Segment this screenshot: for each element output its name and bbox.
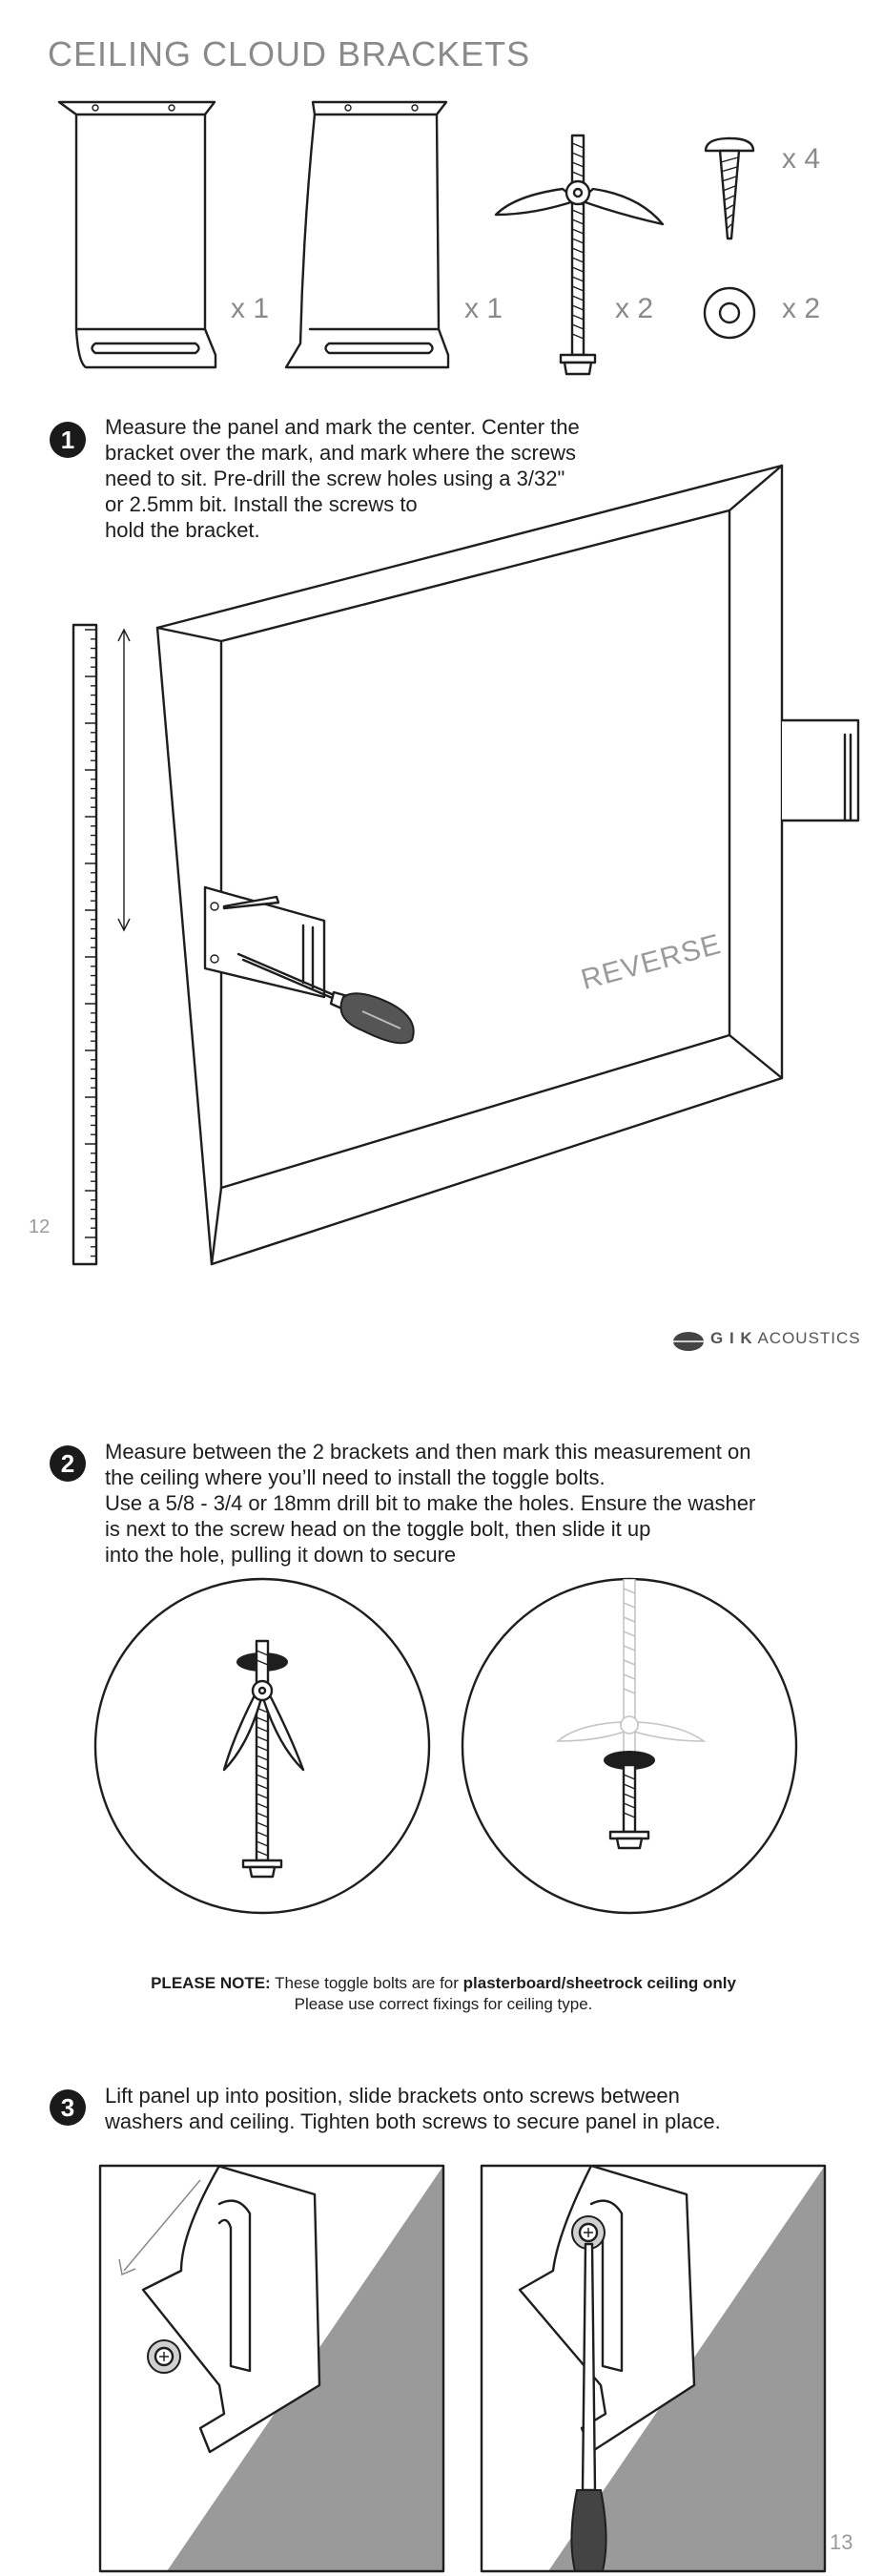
- page-title: CEILING CLOUD BRACKETS: [48, 34, 531, 73]
- please-note: [57, 1973, 830, 2015]
- toggle-bolt-drawing: [496, 135, 663, 374]
- bracket-left-drawing: [59, 102, 216, 367]
- screw-drawing: [706, 138, 753, 239]
- step-2-line: Use a 5/8 - 3/4 or 18mm drill bit to make the holes. Ensure the washer: [105, 1491, 756, 1515]
- step-2-line: the ceiling where you’ll need to install the toggle bolts.: [105, 1465, 606, 1489]
- screw-qty: x 4: [782, 143, 821, 175]
- step-1-line: need to sit. Pre-drill the screw holes using a 3/32": [105, 467, 565, 490]
- bracket-right-drawing: [286, 102, 448, 367]
- lift-panel-box-left: [100, 2166, 443, 2571]
- step-2-number: 2: [50, 1445, 86, 1482]
- step-1-line: hold the bracket.: [105, 518, 260, 542]
- note-text: These toggle bolts are for: [270, 1974, 463, 1992]
- step-2-text: [105, 1439, 858, 1568]
- toggle-install-circle-left: [95, 1579, 429, 1913]
- step-1-number: 1: [50, 422, 86, 458]
- bracket-left-qty: x 1: [231, 293, 270, 324]
- step-3-line: Lift panel up into position, slide brackets onto screws between: [105, 2084, 680, 2108]
- note-bold: plasterboard/sheetrock ceiling only: [462, 1974, 736, 1992]
- step-3-number: 3: [50, 2089, 86, 2126]
- lift-panel-box-right: [482, 2166, 825, 2571]
- measure-arrow: [118, 630, 130, 930]
- bracket-right-qty: x 1: [464, 293, 503, 324]
- step-3-text: [105, 2083, 858, 2134]
- note-label: PLEASE NOTE:: [151, 1974, 271, 1992]
- step-1-line: or 2.5mm bit. Install the screws to: [105, 492, 418, 516]
- step-1-line: bracket over the mark, and mark where the screws: [105, 441, 576, 465]
- logo-brand: G I K: [710, 1329, 753, 1347]
- panel-reverse-label: REVERSE: [578, 928, 725, 996]
- toggle-install-circle-right: [462, 1579, 796, 1913]
- gik-logo: [710, 1329, 861, 1348]
- toggle-bolt-qty: x 2: [615, 293, 654, 324]
- panel-drawing: [157, 466, 858, 1264]
- washer-qty: x 2: [782, 293, 821, 324]
- step-2-line: is next to the screw head on the toggle bolt, then slide it up: [105, 1517, 651, 1541]
- step-1-line: Measure the panel and mark the center. Center the: [105, 415, 580, 439]
- gik-logo-mark: [673, 1332, 704, 1351]
- ruler-drawing: [73, 625, 96, 1264]
- ruler-number: 12: [29, 1216, 51, 1237]
- logo-word: ACOUSTICS: [757, 1329, 861, 1347]
- page-number: 13: [830, 2530, 853, 2554]
- note-line-2: Please use correct fixings for ceiling type.: [294, 1995, 593, 2013]
- step-1-text: [105, 414, 696, 543]
- washer-drawing: [705, 288, 754, 338]
- step-2-line: Measure between the 2 brackets and then mark this measurement on: [105, 1440, 751, 1464]
- step-2-line: into the hole, pulling it down to secure: [105, 1543, 457, 1567]
- step-3-line: washers and ceiling. Tighten both screws to secure panel in place.: [105, 2109, 721, 2133]
